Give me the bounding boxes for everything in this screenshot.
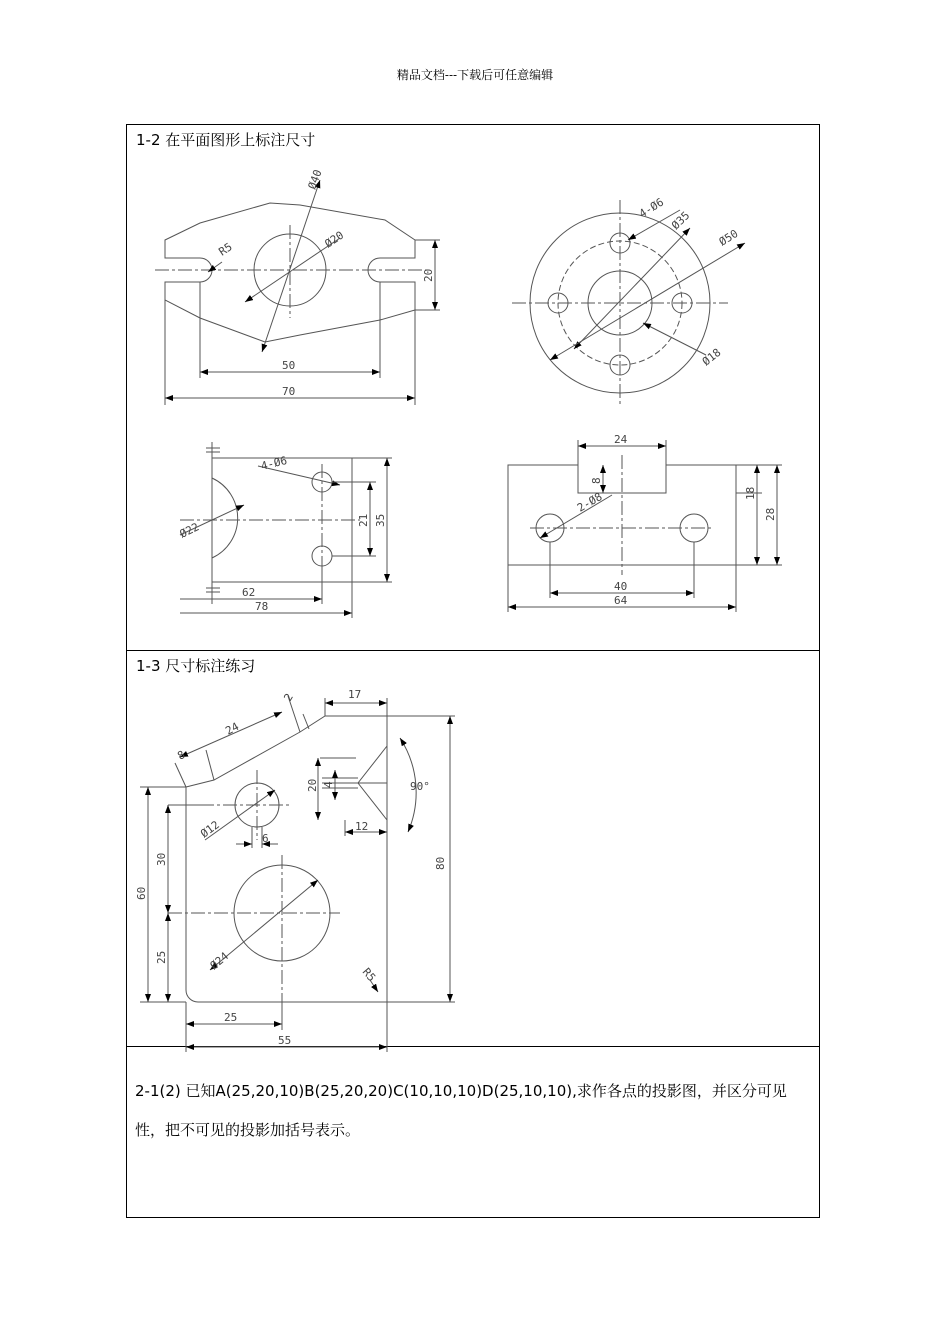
- dim-f2: 2: [281, 691, 296, 704]
- dim-f20: 20: [306, 778, 319, 792]
- dim-e8: 8: [590, 477, 603, 484]
- dim-f8: 8: [175, 748, 188, 763]
- dim-d4-6: 4-Ø6: [636, 195, 667, 221]
- dim-f55: 55: [278, 1034, 292, 1047]
- drawing-bracket: [177, 442, 392, 618]
- dim-f4: 4: [322, 781, 335, 788]
- dim-f30: 30: [155, 852, 168, 866]
- dim-f60: 60: [135, 886, 148, 900]
- dim-c62: 62: [242, 586, 256, 599]
- dim-r5: R5: [216, 240, 235, 259]
- dim-f25: 25: [224, 1011, 238, 1024]
- dim-f17: 17: [348, 688, 362, 701]
- drawing-flange: [512, 200, 745, 405]
- dim-f24: 24: [223, 719, 242, 738]
- dim-v70: 70: [282, 385, 296, 398]
- dim-f80: 80: [434, 856, 447, 870]
- dim-f5: R5: [359, 965, 379, 985]
- dim-f25v: 25: [155, 950, 168, 964]
- drawing-block: [508, 440, 782, 612]
- section-title-1-2: 1-2 在平面图形上标注尺寸: [136, 131, 316, 149]
- dim-c35: 35: [374, 513, 387, 527]
- dim-e18: 18: [744, 486, 757, 500]
- dim-f24c: Ø24: [207, 949, 232, 973]
- drawing-part-1-3: [140, 696, 455, 1052]
- dim-f12b: 12: [355, 820, 369, 833]
- dim-d40: Ø40: [305, 167, 325, 192]
- section-title-1-3: 1-3 尺寸标注练习: [136, 657, 256, 675]
- dim-e24: 24: [614, 433, 628, 446]
- dim-v20: 20: [422, 268, 435, 282]
- dim-c4-6: 4-Ø6: [259, 453, 289, 473]
- dim-d18: Ø18: [699, 345, 724, 369]
- dim-c22: Ø22: [177, 520, 202, 541]
- dim-d35: Ø35: [669, 209, 693, 233]
- dim-f12: Ø12: [198, 818, 222, 841]
- dim-v50: 50: [282, 359, 296, 372]
- dim-f6: 6: [262, 832, 269, 845]
- dim-d20: Ø20: [322, 228, 347, 251]
- dim-e40: 40: [614, 580, 628, 593]
- dim-e28: 28: [764, 507, 777, 521]
- dim-f90: 90°: [410, 780, 430, 793]
- dim-c21: 21: [357, 513, 370, 527]
- page-header: 精品文档---下载后可任意编辑: [396, 68, 554, 82]
- section-title-2-1: 2-1(2) 已知A(25,20,10)B(25,20,20)C(10,10,10)D(25,10,10),求作各点的投影图，并区分可见性，把不可见的投影加括号表示。: [135, 1082, 787, 1139]
- dim-c78: 78: [255, 600, 269, 613]
- dim-e2d8: 2-Ø8: [575, 490, 605, 515]
- drawing-plate: [155, 180, 440, 405]
- dim-d50: Ø50: [716, 226, 741, 249]
- dim-e64: 64: [614, 594, 628, 607]
